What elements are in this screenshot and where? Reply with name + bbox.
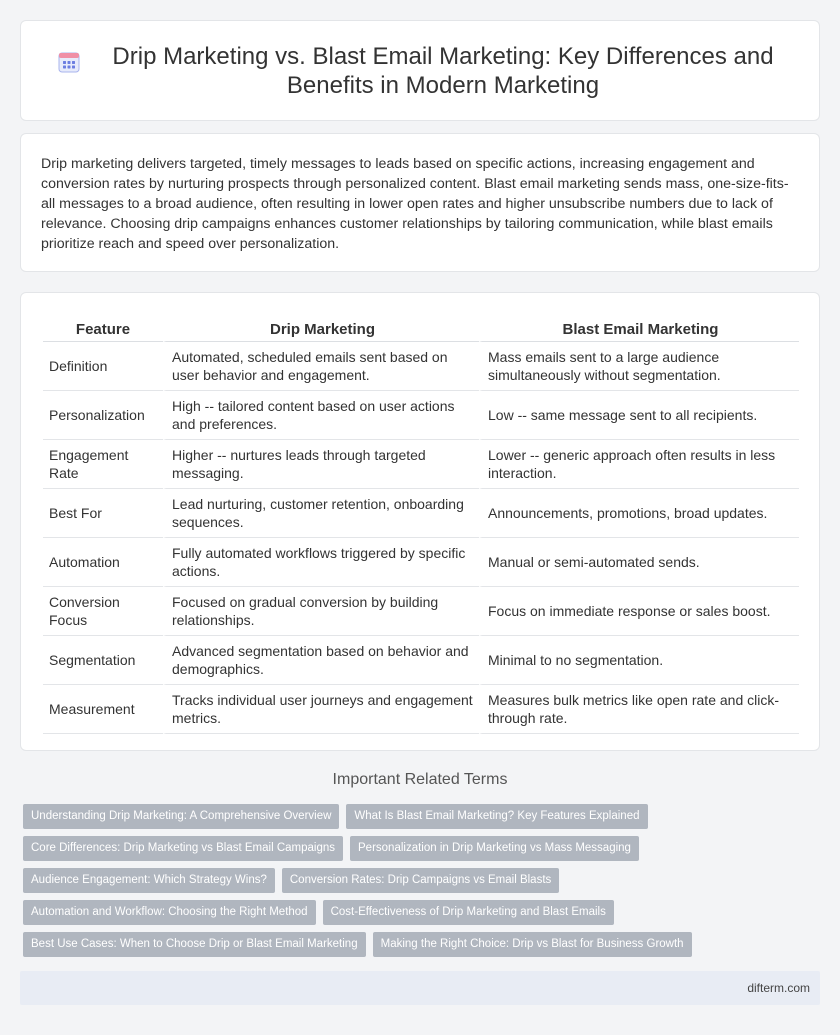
row-drip: Focused on gradual conversion by building relationships. <box>163 587 479 636</box>
row-blast: Measures bulk metrics like open rate and click-through rate. <box>479 685 799 734</box>
comparison-card <box>20 292 820 751</box>
table-row <box>43 342 799 391</box>
tag-row <box>23 868 823 893</box>
related-term-link[interactable]: Conversion Rates: Drip Campaigns vs Email Blasts <box>282 868 559 893</box>
row-blast: Focus on immediate response or sales boost. <box>479 587 799 636</box>
footer-site-link[interactable]: difterm.com <box>747 981 810 995</box>
tag-row <box>23 836 823 861</box>
tag-row <box>23 932 823 957</box>
row-drip: Higher -- nurtures leads through targeted messaging. <box>163 440 479 489</box>
row-drip: Advanced segmentation based on behavior and demographics. <box>163 636 479 685</box>
header-drip: Drip Marketing <box>163 312 479 342</box>
table-row <box>43 587 799 636</box>
row-drip: Fully automated workflows triggered by specific actions. <box>163 538 479 587</box>
comparison-table <box>43 312 799 734</box>
row-drip: Automated, scheduled emails sent based on user behavior and engagement. <box>163 342 479 391</box>
related-term-link[interactable]: Cost-Effectiveness of Drip Marketing and Blast Emails <box>323 900 614 925</box>
table-row <box>43 685 799 734</box>
row-feature: Automation <box>43 538 163 587</box>
row-blast: Announcements, promotions, broad updates. <box>479 489 799 538</box>
row-drip: High -- tailored content based on user actions and preferences. <box>163 391 479 440</box>
row-blast: Lower -- generic approach often results in less interaction. <box>479 440 799 489</box>
row-drip: Tracks individual user journeys and engagement metrics. <box>163 685 479 734</box>
related-term-link[interactable]: Automation and Workflow: Choosing the Right Method <box>23 900 316 925</box>
row-feature: Best For <box>43 489 163 538</box>
header-feature: Feature <box>43 312 163 342</box>
row-feature: Segmentation <box>43 636 163 685</box>
related-term-link[interactable]: Personalization in Drip Marketing vs Mass Messaging <box>350 836 639 861</box>
table-row <box>43 489 799 538</box>
related-term-link[interactable]: Making the Right Choice: Drip vs Blast for Business Growth <box>373 932 692 957</box>
related-term-link[interactable]: Core Differences: Drip Marketing vs Blast Email Campaigns <box>23 836 343 861</box>
row-feature: Personalization <box>43 391 163 440</box>
related-term-link[interactable]: Audience Engagement: Which Strategy Wins? <box>23 868 275 893</box>
calendar-icon <box>57 50 81 74</box>
row-feature: Engagement Rate <box>43 440 163 489</box>
footer <box>20 971 820 1005</box>
related-terms-title: Important Related Terms <box>332 771 508 788</box>
row-blast: Minimal to no segmentation. <box>479 636 799 685</box>
related-term-link[interactable]: What Is Blast Email Marketing? Key Features Explained <box>346 804 647 829</box>
row-blast: Low -- same message sent to all recipients. <box>479 391 799 440</box>
title-wrap <box>40 42 800 100</box>
row-feature: Definition <box>43 342 163 391</box>
row-drip: Lead nurturing, customer retention, onboarding sequences. <box>163 489 479 538</box>
row-blast: Mass emails sent to a large audience simultaneously without segmentation. <box>479 342 799 391</box>
tag-row <box>23 900 823 925</box>
row-blast: Manual or semi-automated sends. <box>479 538 799 587</box>
table-header-row <box>43 312 799 342</box>
table-row <box>43 440 799 489</box>
page-title: Drip Marketing vs. Blast Email Marketing: Key Differences and Benefits in Modern Marketing <box>112 42 774 99</box>
title-card <box>20 20 820 121</box>
row-feature: Measurement <box>43 685 163 734</box>
intro-paragraph: Drip marketing delivers targeted, timely messages to leads based on specific actions, increasing engagement and conversion rates by nurturing prospects through personalized content. Blast email marketing sends mass, one-size-fits-all messages to a broad audience, often resulting in lower open rates and higher unsubscribe numbers due to lack of relevance. Choosing drip campaigns enhances customer relationships by tailoring communication, while blast emails prioritize reach and speed over personalization. <box>41 156 789 252</box>
table-row <box>43 391 799 440</box>
table-row <box>43 636 799 685</box>
table-row <box>43 538 799 587</box>
intro-card <box>20 133 820 272</box>
header-blast: Blast Email Marketing <box>479 312 799 342</box>
related-terms-list <box>23 804 823 964</box>
related-term-link[interactable]: Best Use Cases: When to Choose Drip or Blast Email Marketing <box>23 932 366 957</box>
row-feature: Conversion Focus <box>43 587 163 636</box>
related-term-link[interactable]: Understanding Drip Marketing: A Comprehensive Overview <box>23 804 339 829</box>
tag-row <box>23 804 823 829</box>
